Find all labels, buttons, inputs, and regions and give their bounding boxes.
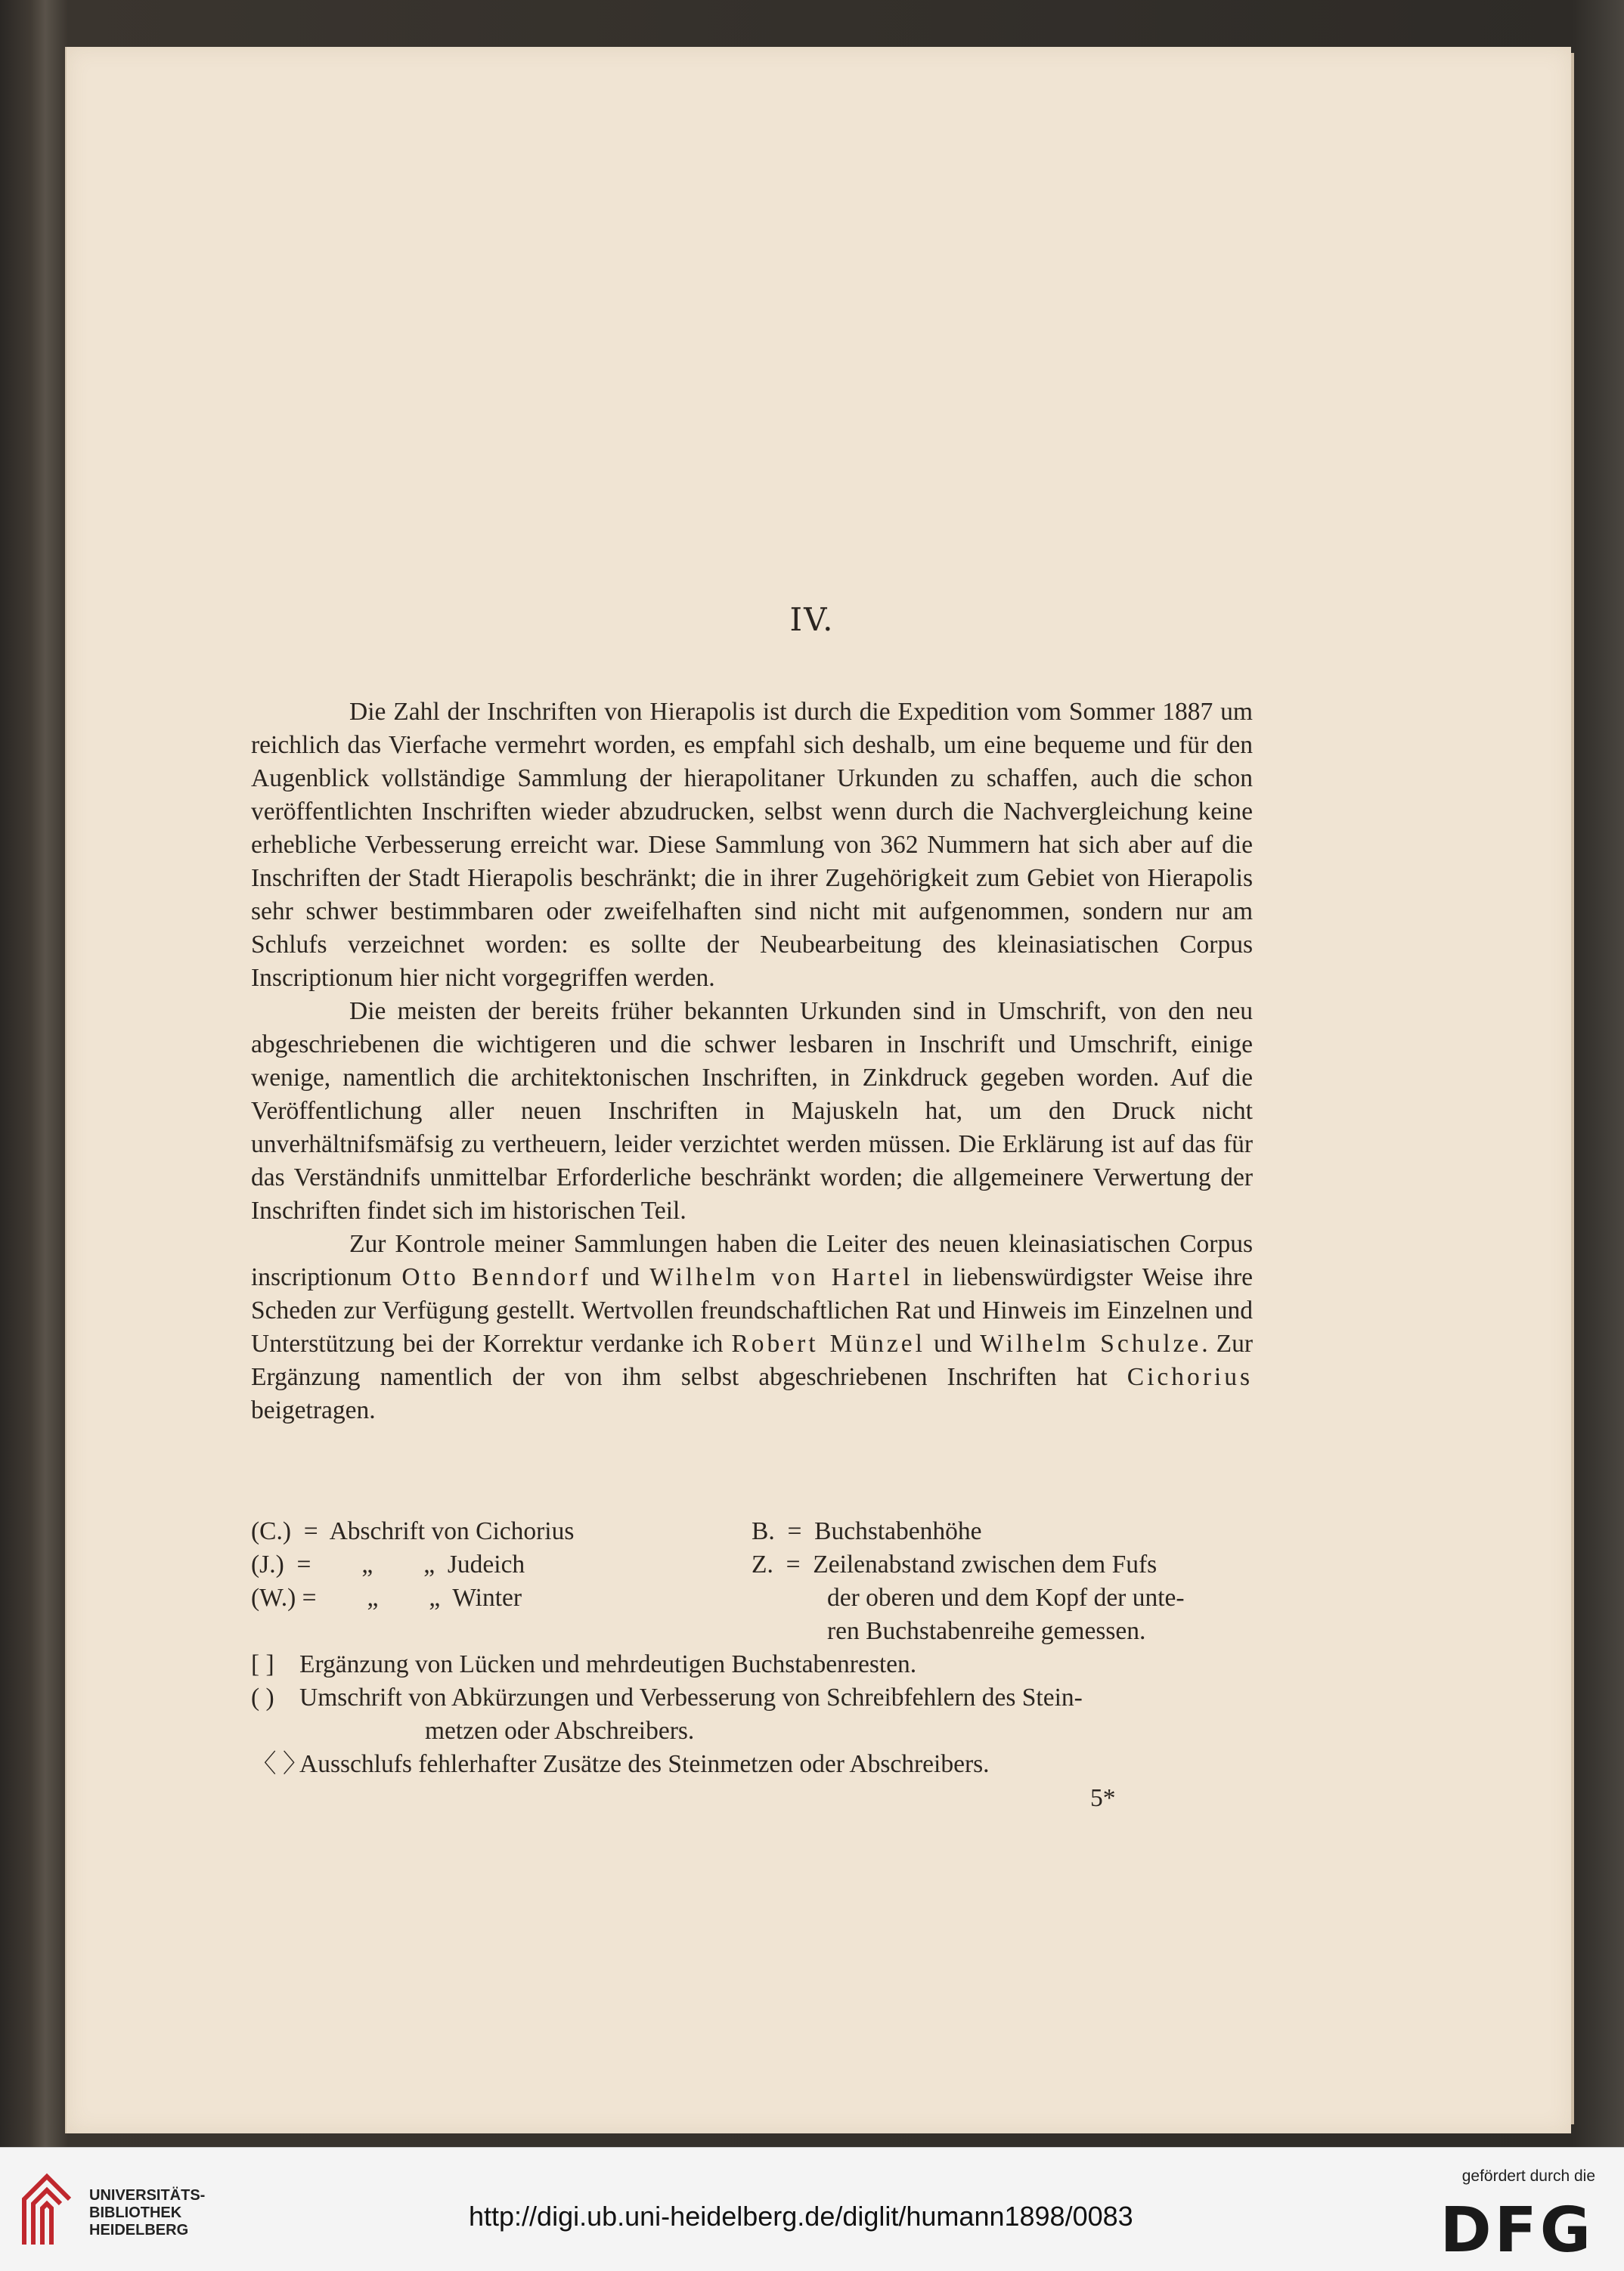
legend-left: (C.) = Abschrift von Cichorius	[251, 1517, 575, 1545]
symbol: ( )	[251, 1684, 274, 1712]
text-run: . Zur Ergänzung namentlich der von ihm selbst abgeschriebenen Inschriften hat	[251, 1330, 1254, 1391]
document-url[interactable]: http://digi.ub.uni-heidelberg.de/diglit/humann1898/0083	[469, 2201, 1133, 2232]
name-muenzel: Robert Münzel	[731, 1330, 925, 1358]
chapter-heading: IV.	[789, 601, 835, 638]
legend-left: (W.) = „ „ Winter	[251, 1584, 522, 1612]
text-run: beigetragen.	[251, 1396, 376, 1424]
symbol-row	[251, 1681, 1253, 1715]
library-name-line: UNIVERSITÄTS-	[89, 2187, 206, 2204]
legend-right: der oberen und dem Kopf der unte-	[827, 1584, 1185, 1612]
legend-row	[251, 1582, 1253, 1615]
symbol-row	[251, 1748, 1253, 1781]
legend-right: ren Buchstabenreihe gemessen.	[827, 1617, 1146, 1645]
paragraph-3	[251, 1228, 1253, 1427]
name-cichorius: Cichorius	[1127, 1363, 1253, 1391]
legend-row	[251, 1515, 1253, 1548]
library-name-line: HEIDELBERG	[89, 2222, 189, 2238]
symbol: 〈 〉	[251, 1750, 308, 1778]
text-run: und	[591, 1263, 650, 1291]
text-run: Zur Kontrole meiner Sammlungen haben die Leiter des neuen kleinasiatischen Corpus inscriptionum	[251, 1230, 1253, 1291]
legend-left: (J.) = „ „ Judeich	[251, 1551, 525, 1579]
dfg-logo: DFG	[1440, 2195, 1594, 2266]
name-hartel: Wilhelm von Hartel	[649, 1263, 913, 1291]
library-logo-icon	[17, 2169, 77, 2252]
footer-bar	[0, 2147, 1624, 2271]
funded-by-label: gefördert durch die	[1461, 2167, 1595, 2185]
body-text	[251, 696, 1253, 1427]
library-name	[89, 2187, 205, 2239]
symbol-row	[251, 1715, 1253, 1748]
symbol-text: Ausschlufs fehlerhafter Zusätze des Steinmetzen oder Abschreibers.	[299, 1750, 990, 1778]
legend-right: B. = Buchstabenhöhe	[752, 1517, 982, 1545]
text-run: und	[925, 1330, 981, 1358]
symbol-text: Umschrift von Abkürzungen und Verbesserung von Schreibfehlern des Stein-	[299, 1684, 1083, 1712]
legend-row	[251, 1615, 1253, 1648]
name-benndorf: Otto Benndorf	[401, 1263, 592, 1291]
paragraph-2: Die meisten der bereits früher bekannten Urkunden sind in Umschrift, von den neu abgeschriebenen die wichtigeren und die schwer lesbaren in Inschrift und Umschrift, einige wenige, namentlich die architektonischen Inschriften, in Zinkdruck gegeben worden. Auf die Veröffentlichung aller neuen Inschriften in Majuskeln hat, um den Druck nicht unverhältnifsmäfsig zu vertheuern, leider verzichtet werden müssen. Die Erklärung ist auf das für das Verständnifs unmittelbar Erforderliche beschränkt worden; die allgemeinere Verwertung der Inschriften findet sich im historischen Teil.	[251, 997, 1253, 1225]
legend-right: Z. = Zeilenabstand zwischen dem Fufs	[752, 1551, 1158, 1579]
text-run: in liebenswürdigster Weise ihre Scheden zur Verfügung gestellt. Wertvollen freundschaftlichen Rat und Hinweis im Einzelnen und Unterstützung bei der Korrektur verdanke ich	[251, 1263, 1254, 1358]
name-schulze: Wilhelm Schulze	[980, 1330, 1202, 1358]
symbol-text-continued: metzen oder Abschreibers.	[425, 1717, 695, 1745]
library-name-line: BIBLIOTHEK	[89, 2204, 182, 2221]
abbreviation-legend	[251, 1515, 1253, 1781]
symbol: [ ]	[251, 1650, 274, 1678]
symbol-row	[251, 1648, 1253, 1681]
legend-row	[251, 1548, 1253, 1582]
paragraph-1: Die Zahl der Inschriften von Hierapolis ist durch die Expedition vom Sommer 1887 um reichlich das Vierfache vermehrt worden, es empfahl sich deshalb, um eine bequeme und für den Augenblick vollständige Sammlung der hierapolitaner Urkunden zu schaffen, auch die schon veröffentlichten Inschriften wieder abzudrucken, selbst wenn durch die Nachvergleichung keine erhebliche Verbesserung erreicht war. Diese Sammlung von 362 Nummern hat sich aber auf die Inschriften der Stadt Hierapolis beschränkt; die in ihrer Zugehörigkeit zum Gebiet von Hierapolis sehr schwer bestimmbaren oder zweifelhaften sind nicht mit aufgenommen, sondern nur am Schlufs verzeichnet worden: es sollte der Neubearbeitung des kleinasiatischen Corpus Inscriptionum hier nicht vorgegriffen werden.	[251, 698, 1253, 992]
page-number: 5*	[1090, 1784, 1116, 1812]
symbol-text: Ergänzung von Lücken und mehrdeutigen Buchstabenresten.	[299, 1650, 917, 1678]
